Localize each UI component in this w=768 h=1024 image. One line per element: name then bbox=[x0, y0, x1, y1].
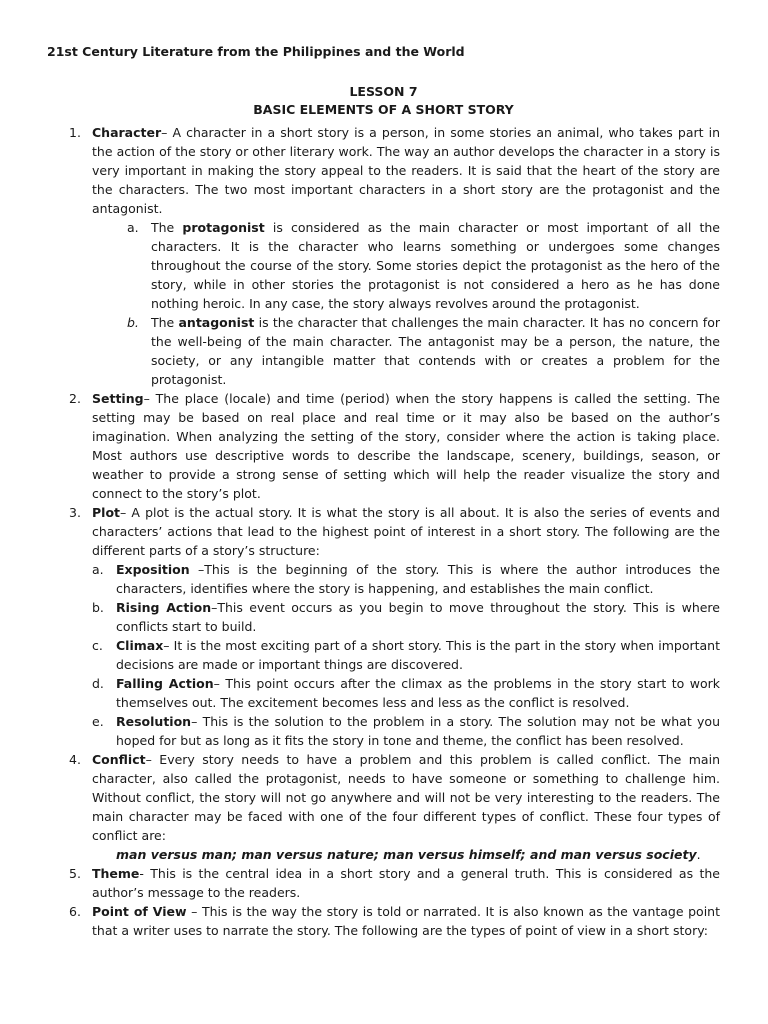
sub-item-protagonist bbox=[92, 218, 720, 313]
sub-item-term: antagonist bbox=[178, 315, 255, 330]
lesson-number: LESSON 7 bbox=[349, 84, 418, 99]
sub-item-term: protagonist bbox=[182, 220, 265, 235]
sub-item-text: –This is the beginning of the story. This is where the author introduces the characters, identifies where the story is happening, and establishes the main conflict. bbox=[116, 562, 720, 596]
sub-item-letter: b. bbox=[127, 315, 139, 330]
conflict-types-period: . bbox=[696, 847, 701, 862]
item-text: - This is the central idea in a short story and a general truth. This is considered as the author’s message to the readers. bbox=[92, 866, 720, 900]
character-sublist bbox=[92, 218, 720, 389]
item-text: – A character in a short story is a person, in some stories an animal, who takes part in the action of the story or other literary work. The way an author develops the character in a story is very important in making the story appeal to the readers. It is said that the heart of the story are the characters. The two most important characters in a short story are the protagonist and the antagonist. bbox=[92, 125, 720, 216]
item-term: Setting bbox=[92, 391, 144, 406]
sub-item-letter: a. bbox=[92, 562, 104, 577]
sub-item-antagonist bbox=[92, 313, 720, 389]
item-number: 1. bbox=[69, 125, 81, 140]
item-term: Character bbox=[92, 125, 162, 140]
item-number: 6. bbox=[69, 904, 81, 919]
list-item-point-of-view bbox=[47, 902, 720, 940]
item-text: – This is the way the story is told or narrated. It is also known as the vantage point that a writer uses to narrate the story. The following are the types of point of view in a short story: bbox=[92, 904, 720, 938]
sub-item-term: Climax bbox=[116, 638, 164, 653]
course-title: 21st Century Literature from the Philippines and the World bbox=[47, 44, 465, 59]
plot-sublist bbox=[92, 560, 720, 750]
sub-item-letter: e. bbox=[92, 714, 104, 729]
conflict-types-text: man versus man; man versus nature; man versus himself; and man versus society bbox=[116, 847, 697, 862]
sub-item-text: is considered as the main character or most important of all the characters. It is the character who learns something or undergoes some changes throughout the course of the story. Some stories depict the protagonist as the hero of the story, while in other stories the protagonist is not considered a hero as he has done nothing heroic. In any case, the story always revolves around the protagonist. bbox=[151, 220, 720, 311]
item-term: Theme bbox=[92, 866, 140, 881]
sub-item-term: Resolution bbox=[116, 714, 192, 729]
list-item-character bbox=[47, 123, 720, 389]
list-item-plot bbox=[47, 503, 720, 750]
conflict-types bbox=[92, 845, 720, 864]
sub-item-falling-action bbox=[92, 674, 720, 712]
sub-item-climax bbox=[92, 636, 720, 674]
sub-item-text: – This point occurs after the climax as the problems in the story start to work themselves out. The excitement becomes less and less as the conflict is resolved. bbox=[116, 676, 721, 710]
list-item-theme bbox=[47, 864, 720, 902]
sub-item-letter: b. bbox=[92, 600, 104, 615]
item-number: 4. bbox=[69, 752, 81, 767]
sub-item-term: Exposition bbox=[116, 562, 190, 577]
sub-item-text: – It is the most exciting part of a short story. This is the part in the story when important decisions are made or important things are discovered. bbox=[116, 638, 720, 672]
item-term: Conflict bbox=[92, 752, 146, 767]
sub-item-prefix: The bbox=[151, 315, 179, 330]
item-number: 2. bbox=[69, 391, 81, 406]
sub-item-term: Rising Action bbox=[116, 600, 212, 615]
item-text: – Every story needs to have a problem and this problem is called conflict. The main character, also called the protagonist, needs to have someone or something to challenge him. Without conflict, the story will not go anywhere and will not be very interesting to the readers. The main character may be faced with one of the four different types of conflict. These four types of conflict are: bbox=[92, 752, 720, 843]
item-number: 3. bbox=[69, 505, 81, 520]
item-term: Plot bbox=[92, 505, 121, 520]
sub-item-prefix: The bbox=[151, 220, 183, 235]
sub-item-exposition bbox=[92, 560, 720, 598]
sub-item-text: –This event occurs as you begin to move throughout the story. This is where conflicts start to build. bbox=[116, 600, 720, 634]
list-item-conflict bbox=[47, 750, 720, 864]
item-number: 5. bbox=[69, 866, 81, 881]
elements-list bbox=[47, 123, 720, 940]
sub-item-rising-action bbox=[92, 598, 720, 636]
item-text: – A plot is the actual story. It is what the story is all about. It is also the series of events and characters’ actions that lead to the highest point of interest in a short story. The following are the different parts of a story’s structure: bbox=[92, 505, 720, 558]
sub-item-text: – This is the solution to the problem in a story. The solution may not be what you hoped for but as long as it fits the story in tone and theme, the conflict has been resolved. bbox=[116, 714, 720, 748]
lesson-title: BASIC ELEMENTS OF A SHORT STORY bbox=[253, 102, 514, 117]
list-item-setting bbox=[47, 389, 720, 503]
sub-item-letter: d. bbox=[92, 676, 104, 691]
item-text: – The place (locale) and time (period) when the story happens is called the setting. The setting may be based on real place and real time or it may also be based on the author’s imagination. When analyzing the setting of the story, consider where the action is taking place. Most authors use descriptive words to describe the landscape, scenery, buildings, season, or weather to provide a strong sense of setting which will help the reader visualize the story and connect to the story’s plot. bbox=[92, 391, 720, 501]
item-term: Point of View bbox=[92, 904, 187, 919]
sub-item-text: is the character that challenges the main character. It has no concern for the well-being of the main character. The antagonist may be a person, the nature, the society, or any intangible matter that contends with or creates a problem for the protagonist. bbox=[151, 315, 720, 387]
sub-item-letter: c. bbox=[92, 638, 103, 653]
sub-item-term: Falling Action bbox=[116, 676, 214, 691]
sub-item-letter: a. bbox=[127, 220, 139, 235]
sub-item-resolution bbox=[92, 712, 720, 750]
